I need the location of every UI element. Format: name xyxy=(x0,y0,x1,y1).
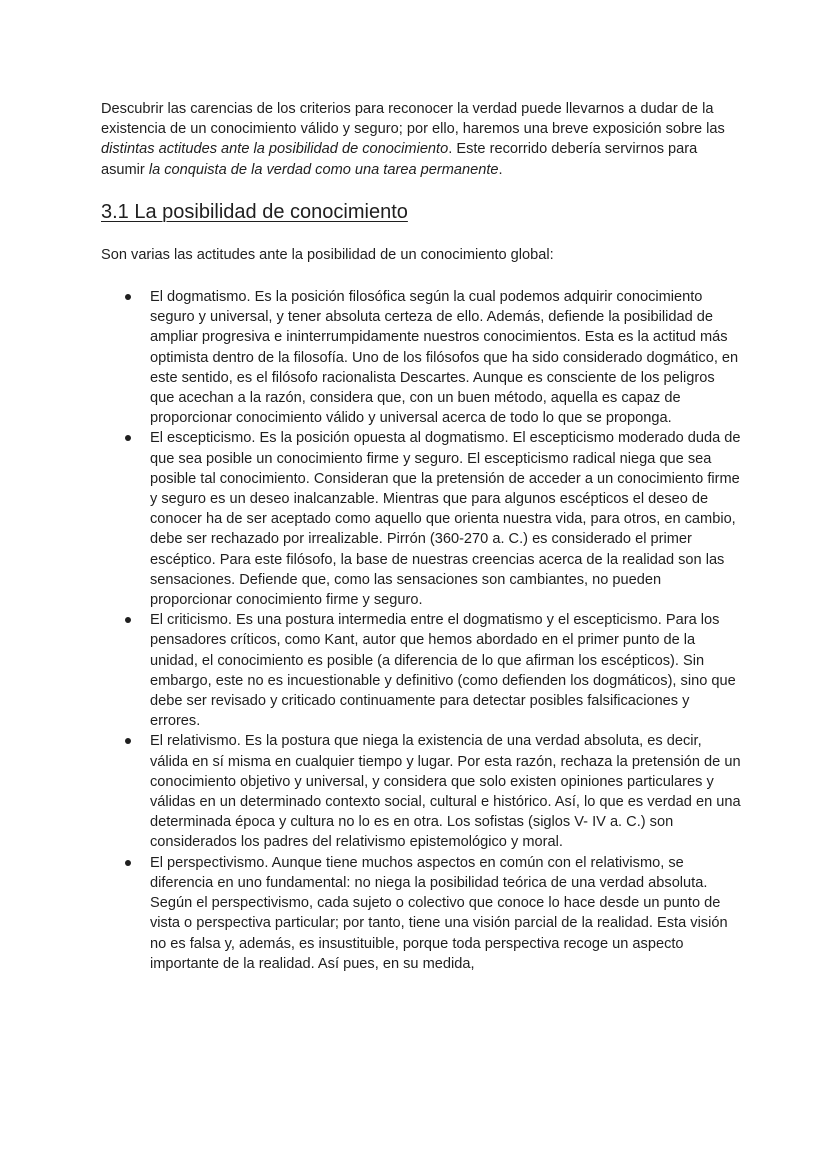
list-item-perspectivismo xyxy=(101,853,741,974)
bullet-icon xyxy=(125,294,131,300)
intro-text-2: . Este recorrido debería servirnos para asumir xyxy=(101,141,698,178)
bullet-icon xyxy=(125,617,131,623)
bullet-icon xyxy=(125,738,131,744)
intro-text-3: . xyxy=(498,161,503,178)
list-item-text: El perspectivismo. Aunque tiene muchos aspectos en común con el relativismo, se diferencia en uno fundamental: no niega la posibilidad teórica de una verdad absoluta. Según el perspectivismo, cada sujeto o colectivo que conoce lo hace desde un punto de vista o perspectiva particular; por tanto, tiene una visión parcial de la realidad. Esta visión no es falsa y, además, es insustituible, porque toda perspectiva recoge un aspecto importante de la realidad. Así pues, en su medida, xyxy=(150,854,728,972)
intro-paragraph xyxy=(101,99,741,180)
list-item-text: El escepticismo. Es la posición opuesta al dogmatismo. El escepticismo moderado duda de que sea posible un conocimiento firme y seguro. El escepticismo radical niega que sea posible tal conocimiento. Consideran que la pretensión de acceder a un conocimiento firme y seguro es un deseo inalcanzable. Mientras que para algunos escépticos el deseo de conocer ha de ser aceptado como aquello que orienta nuestra vida, para otros, en cambio, debe ser rechazado por irrealizable. Pirrón (360-270 a. C.) es considerado el primer escéptico. Para este filósofo, la base de nuestras creencias acerca de la realidad son las sensaciones. Defiende que, como las sensaciones son cambiantes, no pueden proporcionar conocimiento firme y seguro. xyxy=(150,430,741,609)
intro-emphasis-1: distintas actitudes ante la posibilidad de conocimiento xyxy=(101,141,449,158)
list-item-text: El criticismo. Es una postura intermedia entre el dogmatismo y el escepticismo. Para los pensadores críticos, como Kant, autor que hemos abordado en el primer punto de la unidad, el conocimiento es posible (a diferencia de lo que afirman los escépticos). Sin embargo, este no es incuestionable y definitivo (como defienden los dogmáticos), sino que debe ser revisado y criticado continuamente para detectar posibles falsificaciones y errores. xyxy=(150,612,736,730)
intro-text-1: Descubrir las carencias de los criterios para reconocer la verdad puede llevarnos a dudar de la existencia de un conocimiento válido y seguro; por ello, haremos una breve exposición sobre las xyxy=(101,101,725,138)
section-heading: 3.1 La posibilidad de conocimiento xyxy=(101,201,408,223)
list-item-criticismo xyxy=(101,610,741,731)
list-item-text: El dogmatismo. Es la posición filosófica según la cual podemos adquirir conocimiento seguro y universal, y tener absoluta certeza de ello. Además, defiende la posibilidad de ampliar progresiva e ininterrumpidamente nuestros conocimientos. Esta es la actitud más optimista dentro de la filosofía. Uno de los filósofos que ha sido considerado dogmático, en este sentido, es el filósofo racionalista Descartes. Aunque es consciente de los peligros que acechan a la razón, considera que, con un buen método, aquella es capaz de proporcionar conocimiento válido y universal acerca de todo lo que se proponga. xyxy=(150,289,739,427)
list-item-relativismo xyxy=(101,731,741,852)
bullet-icon xyxy=(125,435,131,441)
list-item-dogmatismo xyxy=(101,287,741,428)
bullet-icon xyxy=(125,860,131,866)
list-item-text: El relativismo. Es la postura que niega la existencia de una verdad absoluta, es decir, válida en sí misma en cualquier tiempo y lugar. Por esta razón, rechaza la pretensión de un conocimiento objetivo y universal, y considera que solo existen opiniones particulares y válidas en un determinado contexto social, cultural e histórico. Así, lo que es verdad en una determinada época y cultura no lo es en otra. Los sofistas (siglos V- IV a. C.) son considerados los padres del relativismo epistemológico y moral. xyxy=(150,733,741,851)
section-lead: Son varias las actitudes ante la posibilidad de un conocimiento global: xyxy=(101,247,554,263)
list-item-escepticismo xyxy=(101,428,741,610)
intro-emphasis-2: la conquista de la verdad como una tarea permanente xyxy=(148,161,499,178)
attitudes-list xyxy=(101,287,741,974)
